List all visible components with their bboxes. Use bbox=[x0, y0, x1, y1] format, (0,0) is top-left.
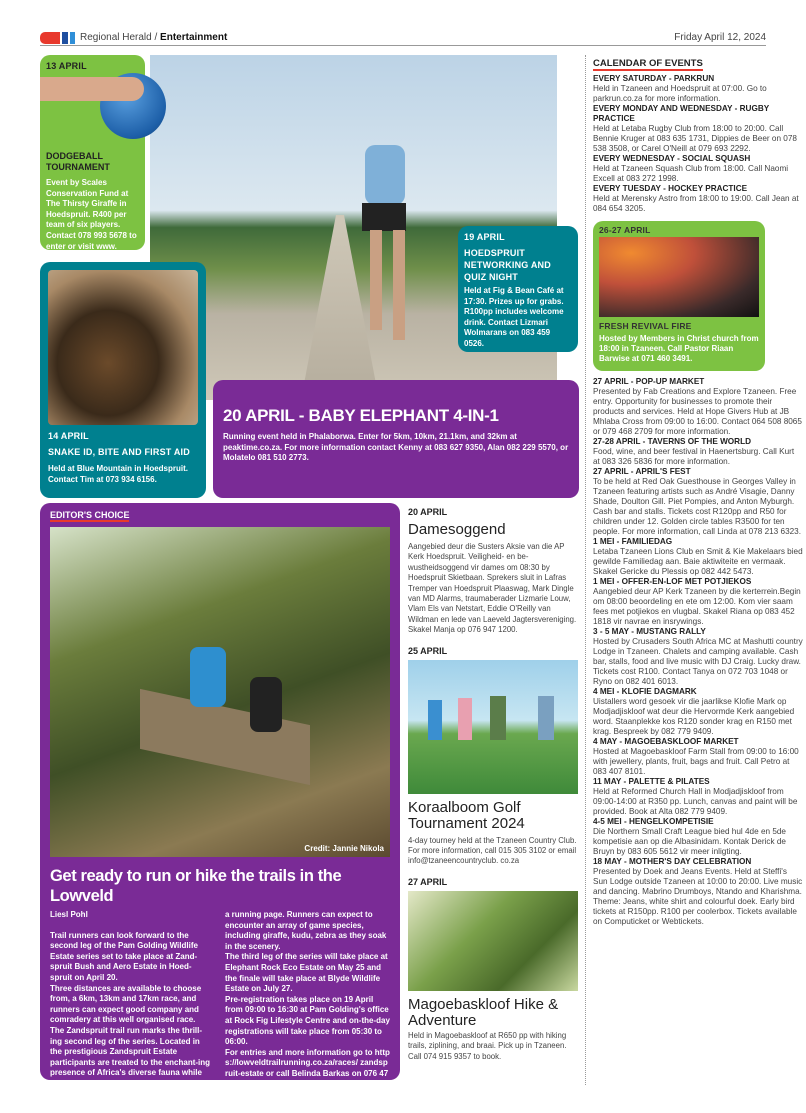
calendar-event-title: EVERY SATURDAY - PARKRUN bbox=[593, 74, 715, 83]
page-header bbox=[40, 32, 766, 46]
middle-column bbox=[408, 507, 578, 1062]
event-date: 25 APRIL bbox=[408, 645, 448, 656]
event-body: Held at Fig & Bean Café at 17:30. Prizes up for grabs. R100pp includes welcome drink. Contact Lizmari Wolmarans on 083 459 0526. bbox=[464, 286, 564, 348]
event-date: 14 APRIL bbox=[48, 431, 89, 441]
column-divider bbox=[585, 55, 586, 1085]
event-date: 13 APRIL bbox=[46, 61, 87, 71]
concert-photo bbox=[599, 237, 759, 317]
article-headline: Get ready to run or hike the trails in the Lowveld bbox=[50, 867, 342, 905]
calendar-event-title: 27 APRIL - POP-UP MARKET bbox=[593, 377, 705, 386]
event-title: SNAKE ID, BITE AND FIRST AID bbox=[48, 447, 190, 457]
event-title: HOEDSPRUIT NETWORKING AND QUIZ NIGHT bbox=[464, 248, 551, 282]
calendar-event-body: To be held at Red Oak Guesthouse in Georges Valley in Tzaneen featuring artists such as André Visagie, Danny Shade, Doulton Gill. Piet Pompies, and Anton Myburgh. Cash bar and stalls. Tickets cost R120pp and R50 for children under 12. Golden circle tables R3500 for ten people. For more information, call Linda at 078 213 6323. bbox=[593, 477, 802, 536]
calendar-event-title: EVERY TUESDAY - HOCKEY PRACTICE bbox=[593, 184, 748, 193]
calendar-event-body: Held at Tzaneen Squash Club from 18:00. Call Naomi Excell at 083 272 1998. bbox=[593, 164, 789, 183]
hike-photo bbox=[408, 891, 578, 991]
article-author: Liesl Pohl bbox=[50, 910, 88, 919]
baby-elephant-card bbox=[213, 380, 579, 498]
issue-date: Friday April 12, 2024 bbox=[674, 32, 766, 43]
calendar-event-body: Letaba Tzaneen Lions Club en Smit & Kie Makelaars bied gewilde Familiedag aan. Baie aktiwiteite en vermaak. Skakel Gericke du Plessis op 082 442 5473. bbox=[593, 547, 803, 576]
event-body: Held at Blue Mountain in Hoedspruit. Contact Tim at 073 934 6156. bbox=[48, 464, 188, 484]
snake-card bbox=[40, 262, 206, 498]
event-title: Koraalboom Golf Tournament 2024 bbox=[408, 798, 525, 832]
section-title bbox=[80, 32, 227, 43]
logo-bar bbox=[70, 32, 75, 44]
calendar-event-title: 3 - 5 MAY - MUSTANG RALLY bbox=[593, 627, 706, 636]
event-date: 27 APRIL bbox=[408, 876, 448, 887]
calendar-event-body: Held at Reformed Church Hall in Modjadjiskloof from 09:00-14:00 at R350 pp. Lunch, canvas and paint will be provided. Book at Alta 082 779 9409. bbox=[593, 787, 798, 816]
article-paragraph: For entries and more information go to https://lowveldtrailrunning.co.za/races/ zandspruit-estate or call Belinda Barkas on 076 479 8906. bbox=[225, 1047, 390, 1089]
calendar-event-title: 11 MAY - PALETTE & PILATES bbox=[593, 777, 710, 786]
calendar-of-events bbox=[593, 53, 803, 927]
calendar-title: CALENDAR OF EVENTS bbox=[593, 58, 703, 69]
calendar-event-title: EVERY WEDNESDAY - SOCIAL SQUASH bbox=[593, 154, 751, 163]
calendar-event-body: Aangebied deur AP Kerk Tzaneen by die kerterrein.Begin om 08:00 beoordeling en ete om 12:00. Kom vier saam fees met potjiekos en vlugbal. Skakel Riana op 083 452 1818 vir navrae en insrywings. bbox=[593, 587, 801, 626]
event-title: FRESH REVIVAL FIRE bbox=[599, 321, 692, 331]
event-body: Held in Magoebaskloof at R650 pp with hiking trails, ziplining, and braai. Pick up in Tzaneen. Call 074 915 9357 to book. bbox=[408, 1030, 567, 1061]
trail-runners-photo bbox=[50, 527, 390, 857]
calendar-event-title: 27 APRIL - APRIL'S FEST bbox=[593, 467, 691, 476]
calendar-event-body: Held at Letaba Rugby Club from 18:00 to 20:00. Call Bennie Kruger at 083 635 1731, Dippies de Beer on 078 538 3508, or Carel O'Neill at 079 693 2292. bbox=[593, 124, 797, 153]
article-paragraph: Three distances are available to choose from, a 6km, 13km and 17km race, and runners can expect good company and comradery at this well organised race. bbox=[50, 983, 202, 1025]
event-body: Running event held in Phalaborwa. Enter for 5km, 10km, 21.1km, and 32km at peaktime.co.za. For more information contact Kenny at 083 627 9350, Alan 082 229 5570, or Molatelo 081 510 2773. bbox=[223, 432, 569, 463]
calendar-event-title: 27-28 APRIL - TAVERNS OF THE WORLD bbox=[593, 437, 751, 446]
calendar-event-body: Uistallers word gesoek vir die jaarlikse Klofie Mark op Modjadjiskloof wat deur die Hervormde Kerk aangebied word. Staanplekke kos R120 sonder krag en R150 met krag. Bespreek by 082 779 9409. bbox=[593, 697, 795, 736]
calendar-event-title: 4-5 MEI - HENGELKOMPETISIE bbox=[593, 817, 714, 826]
editors-choice-article bbox=[40, 503, 400, 1089]
calendar-list-top bbox=[593, 74, 803, 214]
snake-photo bbox=[48, 270, 198, 425]
article-paragraph: The third leg of the series will take place at Elephant Rock Eco Estate on May 25 and the finale will take place at Blyde Wildlife Estate on July 27. bbox=[225, 952, 388, 994]
section-name: Entertainment bbox=[160, 32, 228, 43]
event-date: 19 APRIL bbox=[464, 232, 505, 242]
calendar-event-title: 1 MEI - OFFER-EN-LOF MET POTJIEKOS bbox=[593, 577, 752, 586]
calendar-event-body: Presented by Doek and Jeans Events. Held at Steffi's Sun Lodge outside Tzaneen at 10:00 to 20:00. Live music and dancing. Mabrino Drumboys, Ntando and Kharishma. Theme: Jeans, white shirt and colourful doek. Early bird tickets at R150pp. R100 per coolerbox. Tickets available on Computicket or Webtickets. bbox=[593, 867, 803, 926]
calendar-event-body: Hosted at Magoebaskloof Farm Stall from 09:00 to 16:00 with jewellery, plants, fruit, bags and fruit. Call Petro at 083 407 8101. bbox=[593, 747, 799, 776]
article-paragraph: a running page. Runners can expect to encounter an array of game species, including giraffe, kudu, zebra as they soak in the scenery. bbox=[225, 910, 387, 951]
calendar-event-body: Held in Tzaneen and Hoedspruit at 07:00. Go to parkrun.co.za for more information. bbox=[593, 84, 767, 103]
event-title: DODGEBALL TOURNAMENT bbox=[46, 151, 110, 172]
dodgeball-card bbox=[40, 55, 145, 262]
publication-name: Regional Herald / bbox=[80, 32, 158, 43]
event-body: Event by Scales Conservation Fund at The Thirsty Giraffe in Hoedspruit. R400 per team of six players. Contact 078 993 5678 to enter or visit www. scales.org.za/events. bbox=[46, 178, 137, 262]
logo-mark bbox=[40, 32, 60, 44]
calendar-event-title: 4 MEI - KLOFIE DAGMARK bbox=[593, 687, 697, 696]
calendar-event-body: Food, wine, and beer festival in Haenertsburg. Call Kurt at 083 326 5836 for more information. bbox=[593, 447, 795, 466]
calendar-event-title: 1 MEI - FAMILIEDAG bbox=[593, 537, 673, 546]
golf-photo bbox=[408, 660, 578, 794]
calendar-event-body: Die Northern Small Craft League bied hul 4de en 5de kompetisie aan op die Albasinidam. Kontak Derick de Bruyn by 083 605 5612 vir meer inligting. bbox=[593, 827, 786, 856]
calendar-event-title: EVERY MONDAY AND WEDNESDAY - RUGBY PRACTICE bbox=[593, 104, 770, 123]
logo-bar bbox=[62, 32, 68, 44]
article-paragraph: The Zandspruit trail run marks the thrill-ing second leg of the series. Located in the prestigious Zandspruit Estate participants are treated to the enchant-ing presence of Africa's diverse fauna while traversing the trials on foot or at bbox=[50, 1025, 211, 1088]
event-date: 20 APRIL bbox=[408, 507, 448, 517]
calendar-event-title: 18 MAY - MOTHER'S DAY CELEBRATION bbox=[593, 857, 752, 866]
calendar-event-body: Hosted by Crusaders South Africa MC at Mashutti country Lodge in Tzaneen. Chalets and camping available. Cash bar, stalls, food and live music with DJ Craig. Lucky draw. Tickets cost R100. Contact Tanya on 072 703 1048 or Ryno on 082 401 6013. bbox=[593, 637, 803, 686]
event-title: Magoebaskloof Hike & Adventure bbox=[408, 995, 559, 1029]
quiz-night-card bbox=[458, 226, 578, 352]
article-paragraph: Pre-registration takes place on 19 April from 09:00 to 16:30 at Pam Golding's office at Rock Fig Lifestyle Centre and on-the-day registrations will take place from 05:30 to 06:00. bbox=[225, 994, 390, 1047]
calendar-event-title: 4 MAY - MAGOEBASKLOOF MARKET bbox=[593, 737, 739, 746]
event-body: Hosted by Members in Christ church from 18:00 in Tzaneen. Call Pastor Riaan Barwise at 071 460 3491. bbox=[599, 334, 759, 363]
editors-choice-label: EDITOR'S CHOICE bbox=[50, 510, 130, 520]
calendar-event-body: Held at Merensky Astro from 18:00 to 19:00. Call Jean at 084 654 3205. bbox=[593, 194, 799, 213]
calendar-list-bottom bbox=[593, 377, 803, 927]
event-title: Damesoggend bbox=[408, 521, 506, 538]
event-date: 26-27 APRIL bbox=[599, 225, 651, 235]
photo-credit: Credit: Jannie Nikola bbox=[304, 844, 384, 853]
hand-photo bbox=[40, 77, 144, 101]
revival-card bbox=[593, 221, 765, 371]
event-body: Aangebied deur die Susters Aksie van die AP Kerk Hoedspruit. Veiligheid- en be-wustheidsoggend vir dames om 08:30 by Hoedspruit Skietbaan. Sprekers sluit in Lafras Tremper van Hoedspruit Plaaswag, Mark Dingle van MD Alarms, traumaberader Lizmarie Louw, Vlam Els van Netstart, Eddie O'Reilly van Wildman en lede van Laeveld Jagtersvereniging. Skakel Manja op 076 947 1200. bbox=[408, 542, 577, 635]
article-paragraph: Trail runners can look forward to the second leg of the Pam Golding Wildlife Estate series set to take place at Zand-spruit Bush and Aero Estate in Hoed-spruit on April 20. bbox=[50, 930, 198, 982]
event-body: 4-day tourney held at the Tzaneen Country Club. For more information, call 015 305 3102 or email info@tzaneencountryclub. co.za bbox=[408, 835, 577, 866]
event-title: 20 APRIL - BABY ELEPHANT 4-IN-1 bbox=[223, 406, 499, 425]
calendar-event-body: Presented by Fab Creations and Explore Tzaneen. Free entry. Opportunity for businesses to promote their products and services. Held at Hope Givers Hub at JB Mhlaba Cross from 09:00 to 16:00. Contact 064 508 8065 or 079 468 2709 for more information. bbox=[593, 387, 802, 436]
